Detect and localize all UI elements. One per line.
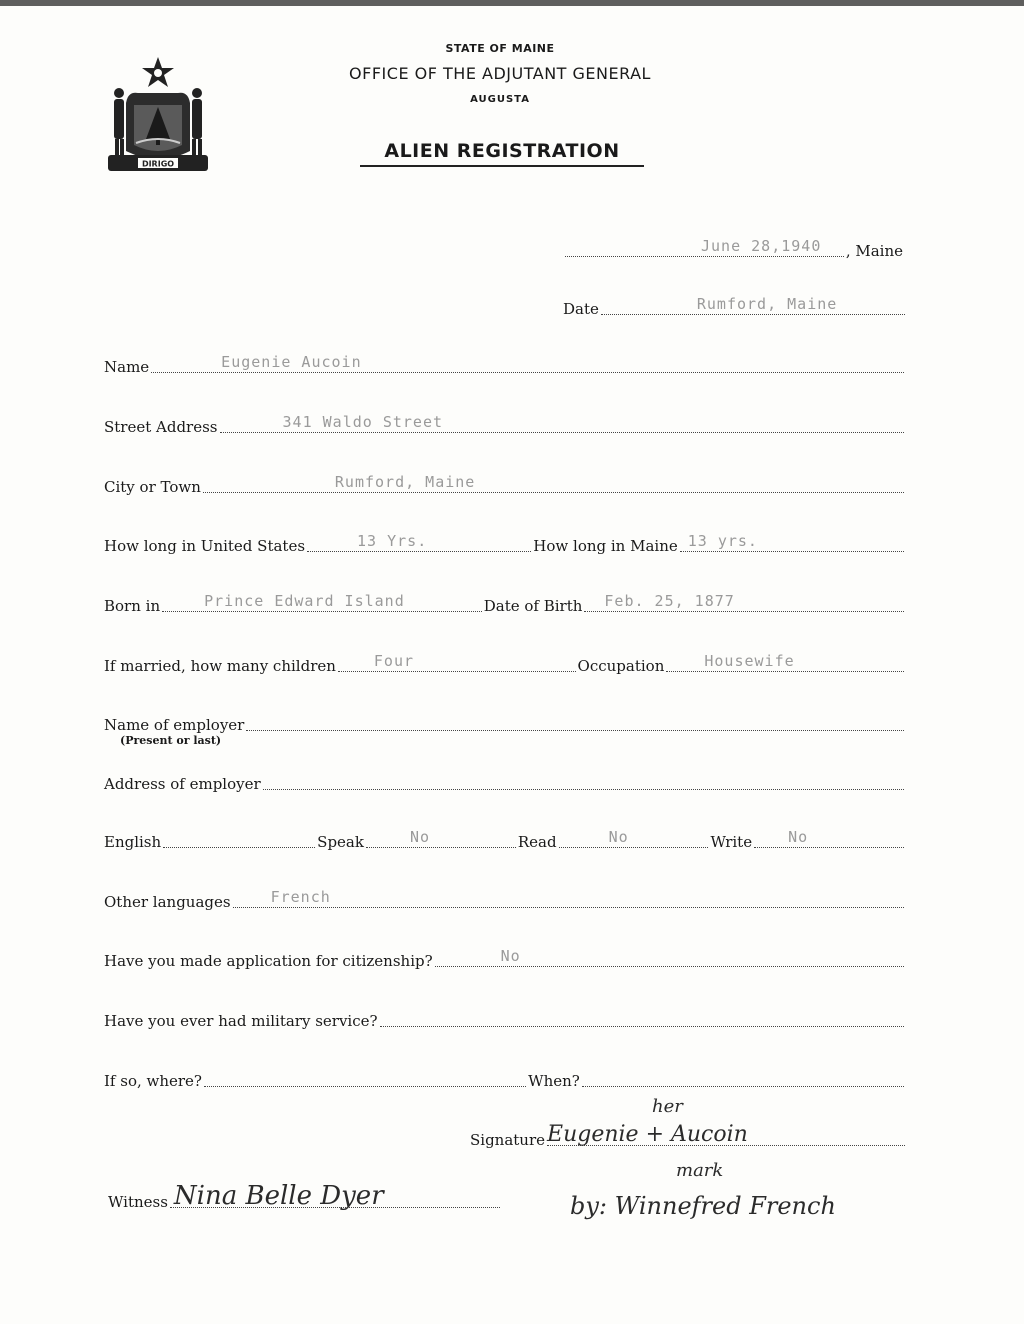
signature-row — [470, 1122, 905, 1149]
maine-state-seal-icon — [104, 55, 212, 180]
state-heading: STATE OF MAINE — [445, 42, 555, 55]
children-value: Four — [373, 652, 415, 670]
english-label: English — [104, 833, 162, 851]
date-field[interactable] — [601, 295, 905, 315]
citizenship-value: No — [500, 947, 521, 965]
date-label: Date — [563, 300, 599, 318]
speak-value: No — [409, 828, 431, 846]
employer-row — [104, 712, 904, 734]
citizenship-row — [104, 948, 904, 970]
write-field[interactable] — [754, 828, 904, 848]
date-place-field[interactable] — [565, 237, 844, 257]
witness-row — [108, 1181, 500, 1211]
city-value: Rumford, Maine — [334, 473, 476, 491]
form-title: ALIEN REGISTRATION — [360, 140, 644, 167]
maine-value: 13 yrs. — [687, 532, 758, 550]
date-value: Rumford, Maine — [696, 295, 838, 313]
name-label: Name — [104, 358, 150, 376]
children-label: If married, how many children — [104, 657, 336, 675]
read-value: No — [608, 828, 629, 846]
where-field[interactable] — [204, 1070, 526, 1087]
english-gap — [163, 831, 315, 848]
employer-address-label: Address of employer — [104, 775, 261, 793]
witness-field[interactable] — [170, 1181, 500, 1211]
occupation-field[interactable] — [666, 652, 904, 672]
employer-field[interactable] — [246, 714, 904, 731]
citizenship-label: Have you made application for citizenship? — [104, 952, 433, 970]
seal-motto: DIRIGO — [141, 159, 175, 169]
military-field[interactable] — [380, 1010, 904, 1027]
service-row — [104, 1068, 904, 1090]
signature-by-line: by: Winnefred French — [570, 1192, 836, 1220]
signature-field[interactable] — [547, 1122, 905, 1147]
employer-label: Name of employer — [104, 716, 245, 734]
languages-value: French — [270, 888, 331, 906]
us-label: How long in United States — [104, 537, 306, 555]
signature-mark: mark — [676, 1160, 724, 1181]
office-heading: OFFICE OF THE ADJUTANT GENERAL — [349, 64, 651, 83]
date-place-value: June 28,1940 — [701, 237, 822, 255]
write-label: Write — [710, 833, 753, 851]
born-field[interactable] — [162, 592, 482, 612]
signature-text: Eugenie + Aucoin — [547, 1122, 748, 1147]
city-row — [104, 474, 904, 496]
born-label: Born in — [104, 597, 161, 615]
employer-address-field[interactable] — [263, 773, 904, 790]
name-value: Eugenie Aucoin — [221, 353, 362, 371]
languages-label: Other languages — [104, 893, 231, 911]
maine-label: How long in Maine — [533, 537, 678, 555]
scan-edge — [0, 0, 1024, 6]
dob-field[interactable] — [584, 592, 904, 612]
when-label: When? — [528, 1072, 580, 1090]
city-field[interactable] — [203, 473, 904, 493]
street-label: Street Address — [104, 418, 218, 436]
read-field[interactable] — [559, 828, 709, 848]
employer-sublabel: (Present or last) — [120, 734, 222, 747]
street-field[interactable] — [220, 413, 904, 433]
street-row — [104, 414, 904, 436]
signature-label: Signature — [470, 1131, 546, 1149]
us-value: 13 Yrs. — [357, 532, 428, 550]
maine-suffix: , Maine — [845, 242, 903, 260]
signature-her: her — [652, 1096, 683, 1117]
street-value: 341 Waldo Street — [282, 413, 444, 431]
speak-field[interactable] — [366, 828, 516, 848]
born-value: Prince Edward Island — [204, 592, 405, 610]
date-place-row — [565, 238, 905, 260]
occupation-label: Occupation — [577, 657, 665, 675]
residence-row — [104, 533, 904, 555]
write-value: No — [788, 828, 809, 846]
children-field[interactable] — [338, 652, 576, 672]
maine-field[interactable] — [680, 532, 904, 552]
read-label: Read — [517, 833, 557, 851]
city-heading: AUGUSTA — [470, 94, 530, 105]
family-row — [104, 653, 904, 675]
english-row — [104, 829, 904, 851]
languages-field[interactable] — [233, 888, 904, 908]
dob-label: Date of Birth — [483, 597, 583, 615]
where-label: If so, where? — [104, 1072, 202, 1090]
citizenship-field[interactable] — [435, 947, 904, 967]
languages-row — [104, 889, 904, 911]
military-row — [104, 1008, 904, 1030]
city-label: City or Town — [104, 478, 201, 496]
occupation-value: Housewife — [704, 652, 795, 670]
when-field[interactable] — [582, 1070, 904, 1087]
name-field[interactable] — [151, 353, 904, 373]
us-field[interactable] — [307, 532, 531, 552]
name-row — [104, 354, 904, 376]
dob-value: Feb. 25, 1877 — [604, 592, 735, 610]
birth-row — [104, 593, 904, 615]
witness-label: Witness — [108, 1193, 168, 1211]
military-label: Have you ever had military service? — [104, 1012, 378, 1030]
witness-signature: Nina Belle Dyer — [173, 1181, 384, 1211]
employer-address-row — [104, 771, 904, 793]
speak-label: Speak — [317, 833, 364, 851]
date-row — [563, 296, 905, 318]
